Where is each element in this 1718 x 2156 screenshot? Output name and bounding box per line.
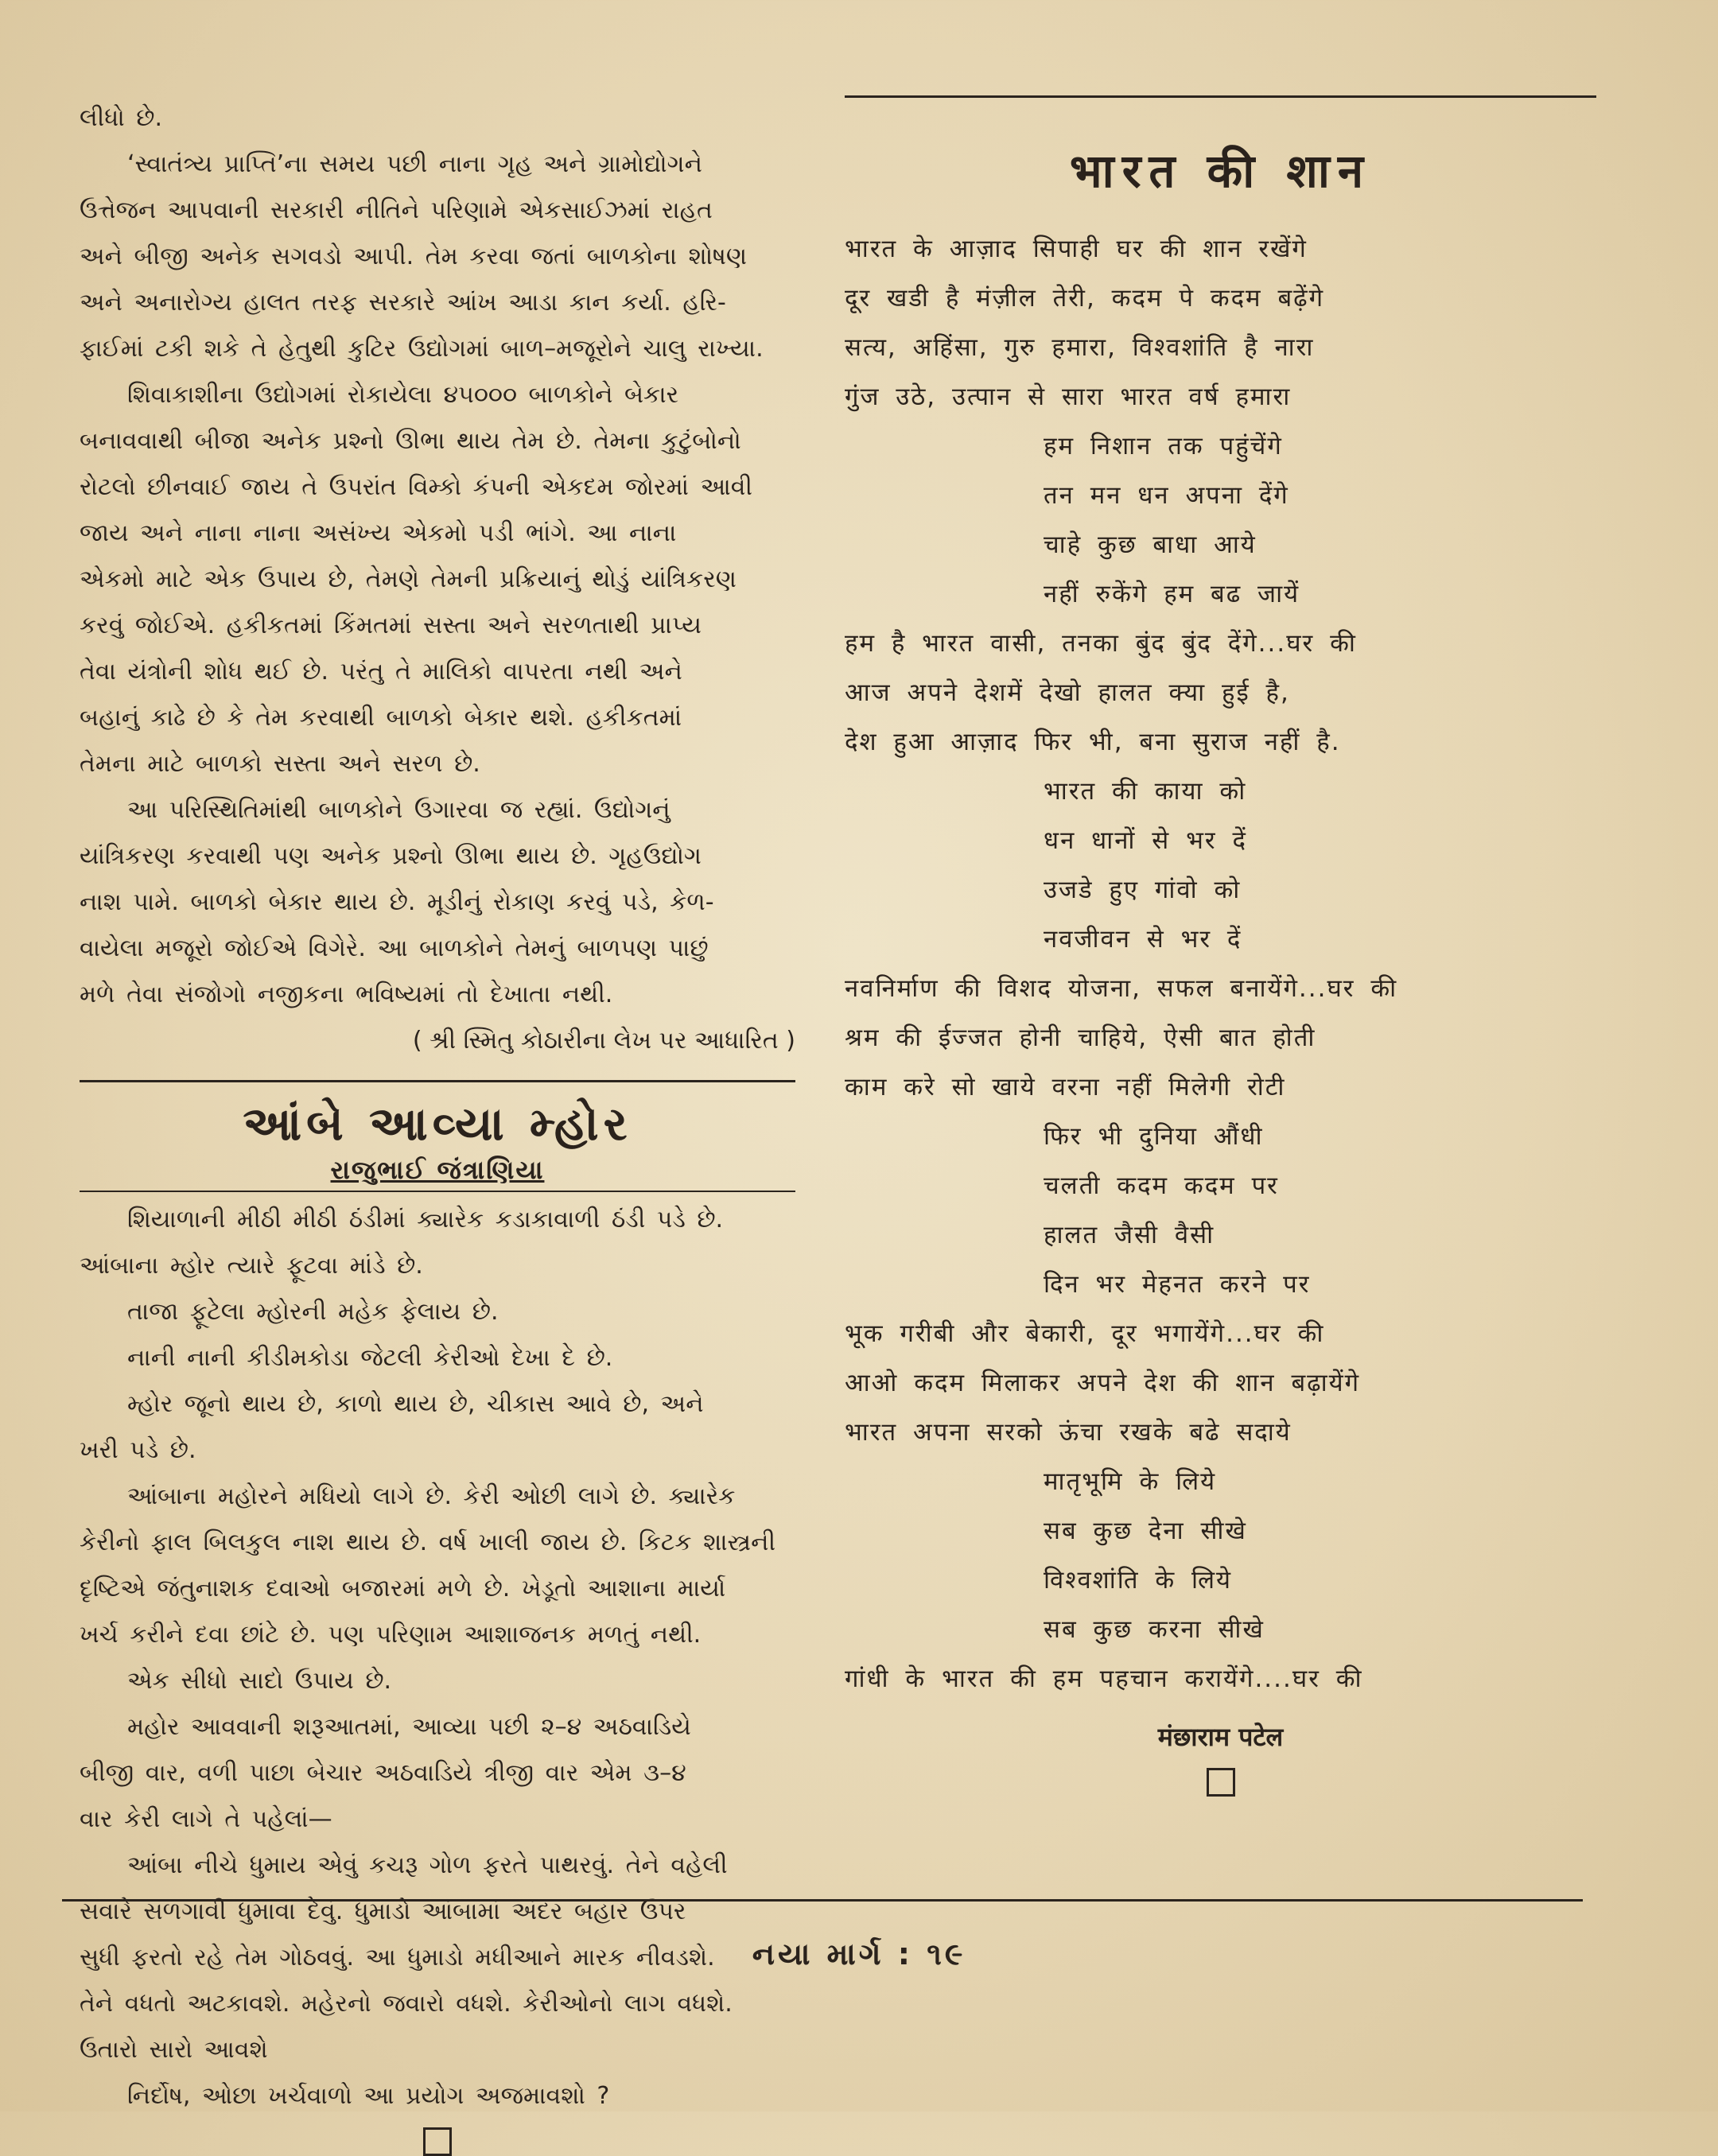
chorus-line: फिर भी दुनिया औंधी [1044, 1122, 1264, 1151]
verse-line: श्रम की ईज्जत होनी चाहिये, ऐसी बात होती [845, 1024, 1316, 1052]
verse-line: गांधी के भारत की हम पहचान करायेंगे....घर की [845, 1665, 1363, 1693]
text-line: જાય અને નાના નાના અસંખ્ય એકમો પડી ભાંગે. આ નાના [80, 519, 677, 547]
chorus-line: चलती कदम कदम पर [1044, 1171, 1279, 1200]
poem-body [845, 224, 1596, 1703]
verse-line: गुंज उठे, उत्पान से सारा भारत वर्ष हमारा [845, 383, 1292, 411]
chorus-line: हम निशान तक पहुंचेंगे [1044, 432, 1283, 460]
chorus-line: तन मन धन अपना देंगे [1044, 481, 1289, 510]
text-line: બીજી વાર, વળી પાછા બેચાર અઠવાડિયે ત્રીજી વાર એમ ૩–૪ [80, 1759, 686, 1787]
paragraph [80, 1197, 795, 2119]
text-line: મહોર આવવાની શરૂઆતમાં, આવ્યા પછી ૨–૪ અઠવાડિયે [127, 1713, 691, 1741]
text-line: મળે તેવા સંજોગો નજીકના ભવિષ્યમાં તો દેખાતા નથી. [80, 981, 613, 1008]
page-footer: નયા માર્ગ : ૧૯ [752, 1937, 966, 1971]
text-line: લીધો છે. [80, 104, 163, 132]
poem-top-rule [845, 95, 1596, 98]
chorus-line: हालत जैसी वैसी [1044, 1221, 1215, 1249]
chorus-line: भारत की काया को [1044, 777, 1247, 806]
text-line: અને બીજી અનેક સગવડો આપી. તેમ કરવા જતાં બાળકોના શોષણ [80, 243, 748, 270]
text-line: સુધી ફરતો રહે તેમ ગોઠવવું. આ ધુમાડો મધીઆને મારક નીવડશે. [80, 1944, 715, 1971]
chorus-line: सब कुछ करना सीखे [1044, 1615, 1265, 1644]
text-line: તેવા યંત્રોની શોધ થઈ છે. પરંતુ તે માલિકો વાપરતા નથી અને [80, 658, 682, 686]
chorus-line: सब कुछ देना सीखे [1044, 1517, 1247, 1545]
verse-line: भूक गरीबी और बेकारी, दूर भगायेंगे...घर की [845, 1319, 1325, 1348]
text-line: શિવાકાશીના ઉદ્યોગમાં રોકાયેલા ૪૫૦૦૦ બાળકોને બેકાર [127, 381, 679, 409]
footer-rule [62, 1899, 1583, 1902]
text-line: અને અનારોગ્ય હાલત તરફ સરકારે આંખ આડા કાન કર્યા. હરિ- [80, 289, 726, 317]
chorus-line: उजडे हुए गांवो को [1044, 876, 1242, 904]
chorus-line: नवजीवन से भर दें [1044, 925, 1242, 954]
text-line: એક સીધો સાદો ઉપાય છે. [127, 1667, 392, 1695]
chorus-line: चाहे कुछ बाधा आये [1044, 530, 1257, 559]
chorus-line: नहीं रुकेंगे हम बढ जायें [1044, 580, 1300, 608]
author-underline-rule [80, 1191, 795, 1192]
text-line: નાશ પામે. બાળકો બેકાર થાય છે. મૂડીનું રોકાણ કરવું પડે, કેળ- [80, 888, 714, 916]
text-line: વાર કેરી લાગે તે પહેલાં— [80, 1805, 332, 1833]
chorus-line: दिन भर मेहनत करने पर [1044, 1270, 1311, 1299]
verse-line: काम करे सो खाये वरना नहीं मिलेगी रोटी [845, 1073, 1286, 1101]
text-line: તેમના માટે બાળકો સસ્તા અને સરળ છે. [80, 750, 480, 778]
paragraph [80, 372, 795, 787]
text-line: મ્હોર જૂનો થાય છે, કાળો થાય છે, ચીકાસ આવે છે, અને [127, 1390, 704, 1418]
article-author: રાજુભાઈ જંત્રાણિયા [330, 1155, 545, 1185]
text-line: વાયેલા મજૂરો જોઈએ વિગેરે. આ બાળકોને તેમનું બાળપણ પાછું [80, 934, 709, 962]
chorus-line: मातृभूमि के लिये [1044, 1467, 1217, 1496]
verse-line: नवनिर्माण की विशद योजना, सफल बनायेंगे...घर की [845, 974, 1398, 1003]
section-divider [80, 1080, 795, 1082]
end-mark [1207, 1768, 1235, 1797]
text-line: નિર્દોષ, ઓછા ખર્ચવાળો આ પ્રયોગ અજમાવશો ? [127, 2082, 610, 2110]
text-line: તેને વધતો અટકાવશે. મહેરનો જવારો વધશે. કેરીઓનો લાગ વધશે. [80, 1990, 733, 2018]
verse-line: सत्य, अहिंसा, गुरु हमारा, विश्वशांति है नारा [845, 333, 1315, 362]
text-line: ખરી પડે છે. [80, 1436, 196, 1464]
text-line: દૃષ્ટિએ જંતુનાશક દવાઓ બજારમાં મળે છે. ખેડૂતો આશાના માર્યા [80, 1575, 726, 1602]
article-title: આંબે આવ્યા મ્હોર [243, 1097, 632, 1151]
poet-name: मंछाराम पटेल [1157, 1722, 1284, 1752]
chorus-line: विश्वशांति के लिये [1044, 1566, 1233, 1595]
text-line: ઉત્તેજન આપવાની સરકારી નીતિને પરિણામે એકસાઈઝમાં રાહત [80, 196, 713, 224]
text-line: સવારે સળગાવી ધુમાવા દેવું. ધુમાડો આંબામાં અંદર બહાર ઉપર [80, 1898, 686, 1925]
article-body [80, 142, 795, 1018]
text-line: તાજા ફૂટેલા મ્હોરની મહેક ફેલાય છે. [127, 1298, 499, 1326]
mango-article-body [80, 1197, 795, 2119]
text-line: કેરીનો ફાલ બિલકુલ નાશ થાય છે. વર્ષ ખાલી જાય છે. કિટક શાસ્ત્રની [80, 1529, 776, 1556]
text-line: નાની નાની કીડીમકોડા જેટલી કેરીઓ દેખા દે છે. [127, 1344, 613, 1372]
verse-line: दूर खडी है मंज़ील तेरी, कदम पे कदम बढ़ेंगे [845, 284, 1325, 313]
poem-title: भारत की शान [1069, 144, 1372, 198]
left-column [80, 95, 795, 2156]
text-line: કરવું જોઈએ. હકીકતમાં કિંમતમાં સસ્તા અને સરળતાથી પ્રાપ્ય [80, 612, 702, 639]
verse-line: देश हुआ आज़ाद फिर भी, बना सुराज नहीं है. [845, 728, 1341, 756]
verse-line: भारत अपना सरको ऊंचा रखके बढे सदाये [845, 1418, 1292, 1447]
text-line: આ પરિસ્થિતિમાંથી બાળકોને ઉગારવા જ રહ્યાં. ઉદ્યોગનું [127, 796, 670, 824]
text-line: યાંત્રિકરણ કરવાથી પણ અનેક પ્રશ્નો ઊભા થાય છે. ગૃહઉદ્યોગ [80, 842, 702, 870]
end-mark [423, 2127, 452, 2156]
paragraph [80, 787, 795, 1018]
verse-line: आज अपने देशमें देखो हालत क्या हुई है, [845, 678, 1290, 707]
text-line: ખર્ચ કરીને દવા છાંટે છે. પણ પરિણામ આશાજનક મળતું નથી. [80, 1621, 702, 1649]
verse-line: हम है भारत वासी, तनका बुंद बुंद देंगे...घर की [845, 629, 1357, 658]
text-line: શિયાળાની મીઠી મીઠી ઠંડીમાં ક્યારેક કડાકાવાળી ઠંડી પડે છે. [127, 1206, 724, 1233]
text-line: ઉતારો સારો આવશે [80, 2036, 268, 2064]
text-line: આંબા નીચે ધુમાય એવું કચરૂ ગોળ ફરતે પાથરવું. તેને વહેલી [127, 1851, 728, 1879]
text-line: રોટલો છીનવાઈ જાય તે ઉપરાંત વિમ્કો કંપની એકદમ જોરમાં આવી [80, 473, 752, 501]
text-line: બહાનું કાઢે છે કે તેમ કરવાથી બાળકો બેકાર થશે. હકીકતમાં [80, 704, 682, 732]
text-line: બનાવવાથી બીજા અનેક પ્રશ્નો ઊભા થાય તેમ છે. તેમના કુટુંબોનો [80, 427, 741, 455]
chorus-line: धन धानों से भर दें [1044, 826, 1247, 855]
verse-line: भारत के आज़ाद सिपाही घर की शान रखेंगे [845, 235, 1308, 263]
text-line: ‘સ્વાતંત્ર્ય પ્રાપ્તિ’ના સમય પછી નાના ગૃહ અને ગ્રામોદ્યોગને [127, 150, 702, 178]
right-column [845, 95, 1596, 1797]
verse-line: आओ कदम मिलाकर अपने देश की शान बढ़ायेंगे [845, 1369, 1361, 1397]
intro-fragment [80, 95, 795, 142]
text-line: એકમો માટે એક ઉપાય છે, તેમણે તેમની પ્રક્રિયાનું થોડું યાંત્રિકરણ [80, 565, 737, 593]
text-line: આંબાના મહોરને મધિયો લાગે છે. કેરી ઓછી લાગે છે. ક્યારેક [127, 1482, 736, 1510]
text-line: ફાઈમાં ટકી શકે તે હેતુથી કુટિર ઉદ્યોગમાં બાળ–મજૂરોને ચાલુ રાખ્યા. [80, 335, 764, 363]
attribution: ( શ્રી સ્મિતુ કોઠારીના લેખ પર આધારિત ) [412, 1027, 795, 1055]
paragraph [80, 142, 795, 372]
text-line: આંબાના મ્હોર ત્યારે ફૂટવા માંડે છે. [80, 1252, 423, 1280]
